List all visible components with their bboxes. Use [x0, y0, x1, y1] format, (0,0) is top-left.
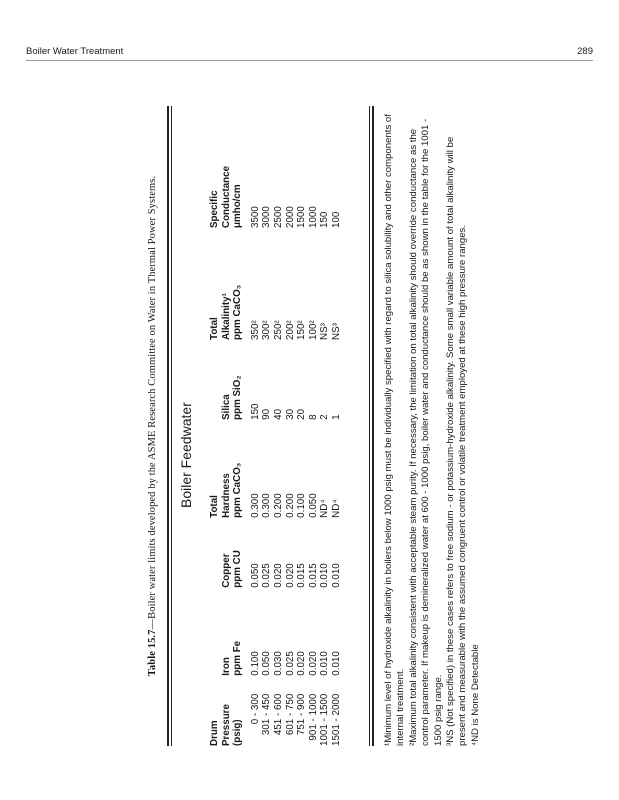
table-header-row	[209, 106, 250, 746]
table-row	[296, 106, 308, 746]
column-header-line: Copper	[220, 553, 232, 588]
top-rule	[167, 106, 169, 746]
table-cell: 0.025	[261, 563, 273, 588]
table-cell: 0.050	[261, 651, 273, 676]
top-rule-inner	[171, 106, 172, 746]
table-cell: 150²	[296, 320, 308, 340]
table-cell: 3500	[249, 206, 261, 228]
column-header-line: ppm CaCO₃	[232, 462, 244, 518]
table-cell: 0.015	[296, 563, 308, 588]
column-header-line: Pressure	[220, 704, 232, 746]
table-cell: 1500	[296, 206, 308, 228]
table-cell: 20	[296, 408, 308, 420]
table-cell: 2000	[284, 206, 296, 228]
column-header-line: Total	[209, 495, 220, 518]
column-header	[209, 106, 250, 228]
table-cell: 0.020	[284, 563, 296, 588]
column-header	[209, 340, 250, 420]
running-head	[26, 44, 593, 61]
table-caption	[147, 106, 161, 746]
footnotes	[383, 106, 482, 746]
table-cell: 0.015	[307, 563, 319, 588]
table-cell: 0.020	[296, 651, 308, 676]
bottom-rule	[369, 106, 370, 746]
table-caption-label: Table 15.7	[147, 629, 158, 677]
table-cell: 0.050	[307, 493, 319, 518]
running-head-title: Boiler Water Treatment	[26, 46, 124, 57]
table-cell: 0.020	[307, 651, 319, 676]
table-cell: 100²	[307, 320, 319, 340]
table-cell: 90	[261, 408, 273, 420]
table-cell: 100	[330, 211, 342, 228]
column-header	[209, 228, 250, 340]
table-cell: 0.200	[272, 493, 284, 518]
table-cell: 0.025	[284, 651, 296, 676]
column-header	[209, 676, 250, 746]
table-cell: ND⁴	[319, 499, 331, 518]
table-cell: 2	[319, 414, 331, 420]
table-cell: 451 - 600	[272, 693, 284, 736]
footnote: ¹Minimum level of hydroxide alkalinity in boilers below 1000 psig must be individually specified with regard to silica solubility and other components of internal treatment.	[383, 114, 407, 746]
table-cell: 250²	[272, 320, 284, 340]
column-header	[209, 518, 250, 588]
column-header-line: ppm SiO₂	[232, 375, 244, 420]
table-cell: 200²	[284, 320, 296, 340]
column-header-line: Iron	[220, 657, 232, 676]
table-cell: 0.010	[330, 563, 342, 588]
table-row	[308, 106, 320, 746]
column-header	[209, 588, 250, 676]
table-cell: NS³	[319, 323, 331, 340]
table-cell: 30	[284, 408, 296, 420]
table-row	[319, 106, 331, 746]
column-header-line: Silica	[220, 394, 232, 420]
table-cell: 0.100	[296, 493, 308, 518]
table-cell: 301 - 450	[261, 693, 273, 736]
table-cell: 8	[307, 414, 319, 420]
table-cell: 1	[330, 414, 342, 420]
column-header-line: ppm CaCO₃	[232, 284, 244, 340]
column-header-line: Alkalinity¹	[220, 293, 232, 340]
table-cell: ND⁴	[330, 499, 342, 518]
table-cell: 3000	[261, 206, 273, 228]
table-cell: 0.010	[319, 563, 331, 588]
feedwater-table	[209, 106, 343, 746]
rotated-table-page	[141, 98, 611, 758]
table-cell: 0.030	[272, 651, 284, 676]
table-cell: NS³	[330, 323, 342, 340]
table-cell: 1501 - 2000	[330, 693, 342, 746]
table-row	[250, 106, 262, 746]
table-cell: 1000	[307, 206, 319, 228]
table-cell: 0.050	[249, 563, 261, 588]
table-cell: 150	[249, 403, 261, 420]
table-cell: 40	[272, 408, 284, 420]
table-row	[285, 106, 297, 746]
table-caption-text: —Boiler water limits developed by the ASME Research Committee on Water in Thermal Power Systems.	[147, 175, 158, 630]
table-cell: 150	[319, 211, 331, 228]
table-cell: 0.300	[249, 493, 261, 518]
column-header-line: ppm CU	[232, 550, 244, 588]
table-body	[250, 106, 343, 746]
column-header-line: Total	[209, 317, 220, 340]
table-cell: 2500	[272, 206, 284, 228]
column-header-line: Specific	[209, 190, 220, 228]
table-cell: 0.010	[330, 651, 342, 676]
table-cell: 751 - 900	[296, 693, 308, 736]
table-row	[331, 106, 343, 746]
table-cell: 0 - 300	[249, 693, 261, 725]
table-cell: 0.020	[272, 563, 284, 588]
table-cell: 300²	[261, 320, 273, 340]
column-header-line: Conductance	[220, 165, 232, 228]
page-number: 289	[577, 46, 593, 57]
table-subtitle: Boiler Feedwater	[178, 402, 194, 508]
column-header-line: ppm Fe	[232, 640, 244, 676]
table-cell: 0.200	[284, 493, 296, 518]
footnote: ³NS (Not specified) in these cases refers to free sodium - or potassium-hydroxide alkalinity. Some small variable amount of total alkalinity will be present and measurable with the assumed congruent control or volatile treatment employed at these high pressure ranges.	[445, 136, 469, 746]
footnote: ⁴ND is None Detectable	[469, 644, 481, 746]
bottom-rule-thick	[372, 106, 374, 746]
footnote: ²Maximum total alkalinity consistent with acceptable steam purity. If necessary, the limitation on total alkalinity should override conductance as the control parameter. If makeup is demineralized water at 600 - 1000 psig, boiler water and conductance should be as shown in the table for the 1001 - 1500 psig range.	[407, 118, 444, 746]
table-cell: 0.300	[261, 493, 273, 518]
column-header-line: Hardness	[220, 473, 232, 518]
table-cell: 901 - 1000	[307, 693, 319, 741]
column-header	[209, 420, 250, 518]
table-cell: 601 - 750	[284, 693, 296, 736]
column-header-line: (psig)	[232, 719, 244, 746]
table-cell: 1001 - 1500	[319, 693, 331, 746]
table-cell: 0.100	[249, 651, 261, 676]
table-cell: 0.010	[319, 651, 331, 676]
table-row	[261, 106, 273, 746]
table-cell: 350²	[249, 320, 261, 340]
table-row	[273, 106, 285, 746]
column-header-line: μmho/cm	[232, 184, 244, 228]
column-header-line: Drum	[209, 720, 220, 746]
